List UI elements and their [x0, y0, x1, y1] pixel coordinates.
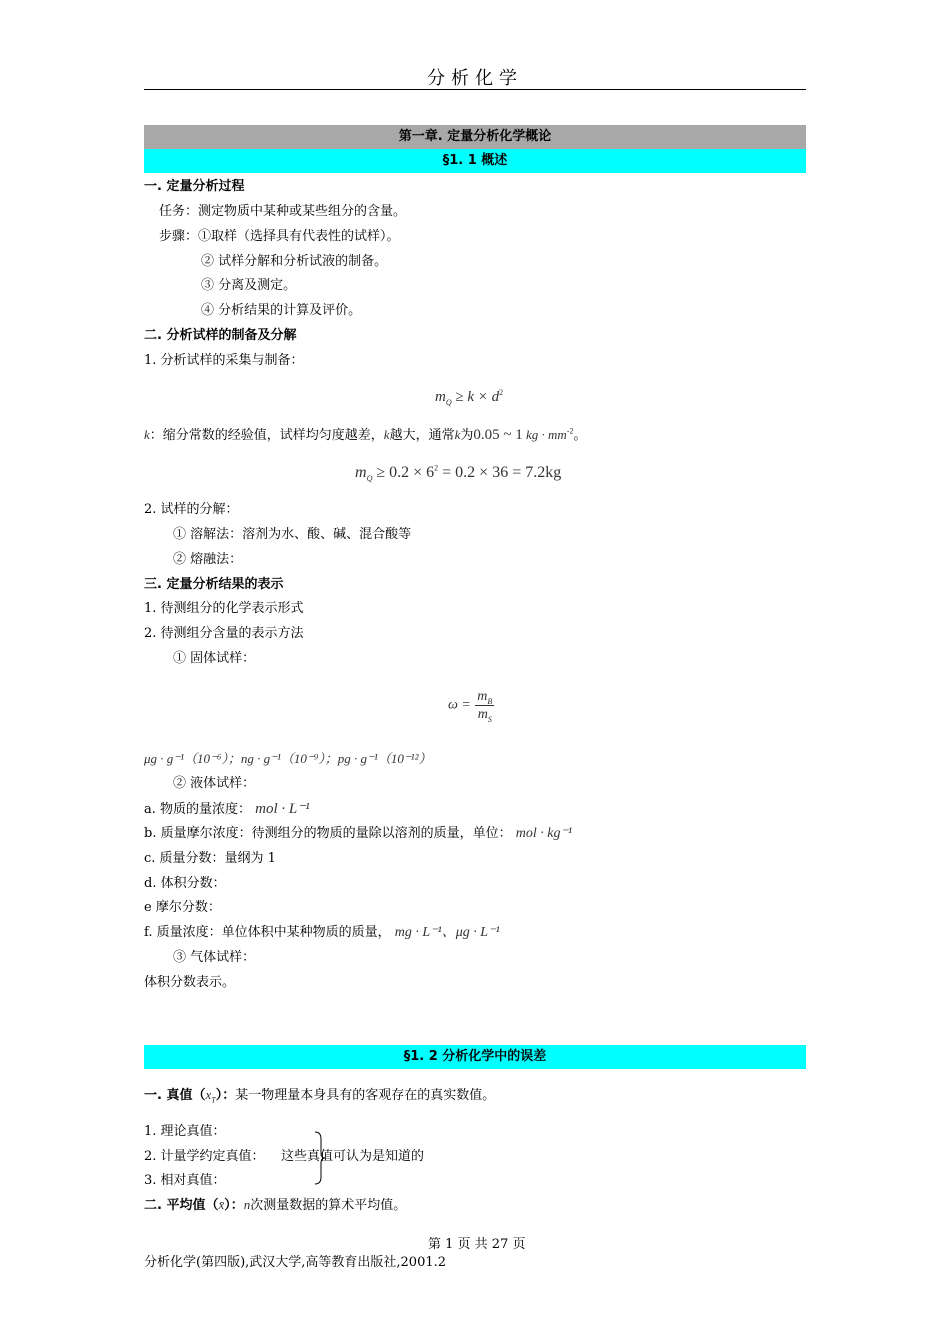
item-d-volume-fraction: d. 体积分数：	[144, 876, 226, 891]
page-header-title: 分析化学	[427, 68, 523, 89]
trace-units-line: μg · g⁻¹（10⁻⁶）；ng · g⁻¹（10⁻⁹）；pg · g⁻¹（10⁻¹²）	[144, 751, 432, 766]
task-line: 任务：测定物质中某种或某些组分的含量。	[159, 204, 407, 219]
solid-sample: ① 固体试样：	[173, 651, 256, 666]
item-a-amount-concentration: a. 物质的量浓度： mol · L⁻¹	[144, 801, 310, 817]
k-definition-line: k：缩分常数的经验值，试样均匀度越差，k越大，通常k为0.05 ~ 1 kg · $mm^{-2}$。	[144, 426, 587, 443]
item-chemical-form: 1. 待测组分的化学表示形式	[144, 601, 304, 616]
step-2: ② 试样分解和分析试液的制备。	[201, 254, 388, 269]
dissolution-method: ① 溶解法：溶剂为水、酸、碱、混合酸等	[173, 527, 412, 542]
step-4: ④ 分析结果的计算及评价。	[201, 303, 362, 318]
source-citation: 分析化学(第四版),武汉大学,高等教育出版社,2001.2	[144, 1255, 447, 1270]
true-value-line: 一. 真值$(x_T)$：某一物理量本身具有的客观存在的真实数值。	[144, 1087, 496, 1105]
item-b-molality: b. 质量摩尔浓度：待测组分的物质的量除以溶剂的质量，单位： mol · kg⁻¹	[144, 826, 573, 841]
gas-sample: ③ 气体试样：	[173, 950, 256, 965]
heading-sample-preparation: 二. 分析试样的制备及分解	[144, 328, 297, 343]
header-rule	[144, 89, 806, 90]
steps-line: 步骤：①取样（选择具有代表性的试样）。	[159, 229, 400, 244]
page-number: 第 1 页 共 27 页	[428, 1237, 526, 1252]
true-value-brace-note: 这些真值可认为是知道的	[281, 1149, 425, 1164]
item-f-mass-concentration: f. 质量浓度：单位体积中某种物质的质量， mg · L⁻¹、μg · L⁻¹	[144, 925, 500, 940]
heading-quantitative-process: 一. 定量分析过程	[144, 179, 245, 194]
item-sample-decomposition: 2. 试样的分解：	[144, 502, 239, 517]
chapter-title-bar: 第一章. 定量分析化学概论	[144, 125, 806, 149]
fusion-method: ② 熔融法：	[173, 552, 243, 567]
gas-sample-description: 体积分数表示。	[144, 975, 236, 990]
formula-mass-fraction: ω = $\frac{m_B}{m_S}$	[448, 689, 493, 724]
item-content-expression: 2. 待测组分含量的表示方法	[144, 626, 304, 641]
item-c-mass-fraction: c. 质量分数：量纲为 1	[144, 851, 276, 866]
theoretical-true-value: 1. 理论真值：	[144, 1124, 226, 1139]
formula-sample-mass: $m_Q \ge k \times d^2$	[435, 388, 504, 407]
relative-true-value: 3. 相对真值：	[144, 1173, 226, 1188]
mean-value-line: 二. 平均值（x̄）：n次测量数据的算术平均值。	[144, 1197, 407, 1213]
conventional-true-value: 2. 计量学约定真值：	[144, 1149, 265, 1164]
item-sample-collection: 1. 分析试样的采集与制备：	[144, 353, 304, 368]
item-e-mole-fraction: e 摩尔分数：	[144, 900, 221, 915]
liquid-sample: ② 液体试样：	[173, 776, 256, 791]
step-3: ③ 分离及测定。	[201, 278, 297, 293]
section-1-2-bar: §1. 2 分析化学中的误差	[144, 1045, 806, 1069]
section-1-1-bar: §1. 1 概述	[144, 149, 806, 173]
heading-result-expression: 三. 定量分析结果的表示	[144, 577, 284, 592]
formula-sample-calculation: $m_Q \ge 0.2 \times 6^2 = 0.2 \times 36 = 7.2kg$	[355, 463, 562, 484]
